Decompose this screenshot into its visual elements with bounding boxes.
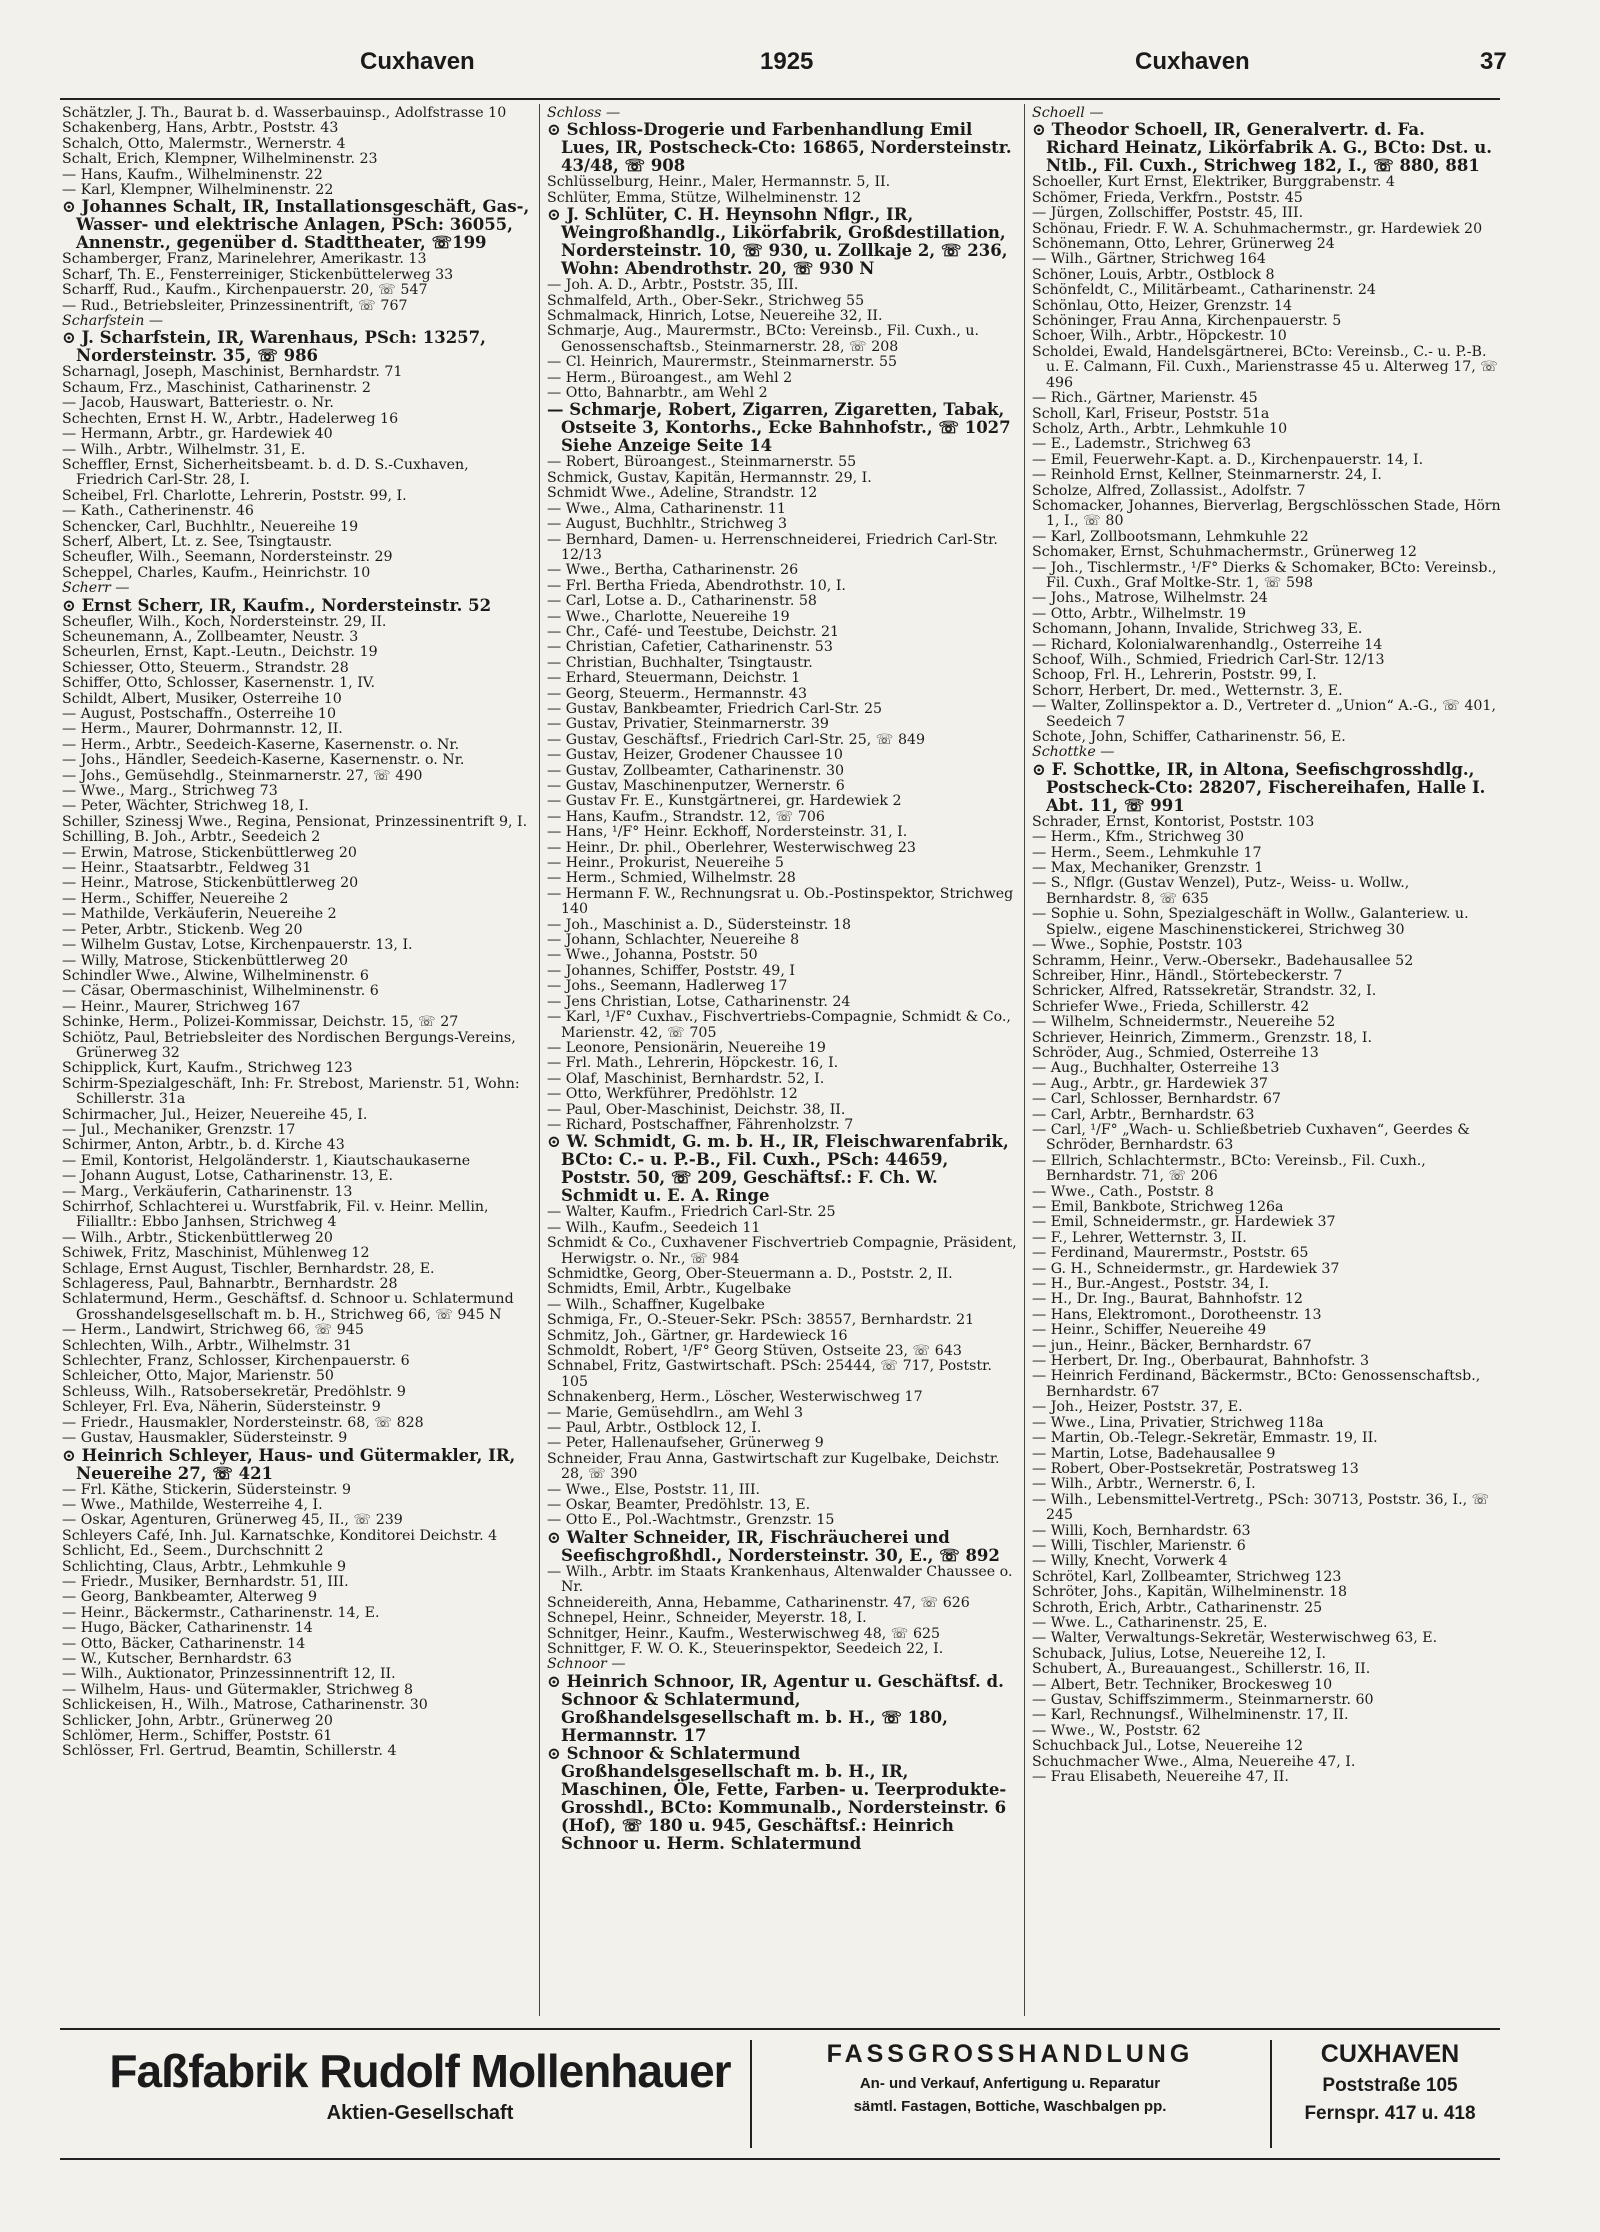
directory-entry: — Wwe., Lina, Privatier, Strichweg 118a (1032, 1414, 1324, 1431)
directory-entry: — Willi, Koch, Bernhardstr. 63 (1032, 1522, 1251, 1539)
ad-mollenhauer-subtitle: Aktien-Gesellschaft (326, 2102, 514, 2124)
directory-column-2 (547, 106, 1017, 2016)
header-city-left: Cuxhaven (360, 48, 475, 75)
directory-entry: — Gustav, Heizer, Grodener Chaussee 10 (547, 747, 843, 764)
directory-entry: Schlechten, Wilh., Arbtr., Wilhelmstr. 31 (62, 1337, 352, 1354)
directory-entry: — Emil, Bankbote, Strichweg 126a (1032, 1199, 1284, 1215)
directory-entry: — Johs., Händler, Seedeich-Kaserne, Kasernenstr. o. Nr. (62, 752, 465, 769)
directory-entry: Schleyers Café, Inh. Jul. Karnatschke, Konditorei Deichstr. 4 (62, 1527, 498, 1544)
directory-entry: — Hans, ¹/F° Heinr. Eckhoff, Nordersteinstr. 31, I. (547, 824, 908, 841)
directory-entry: Schrötel, Karl, Zollbeamter, Strichweg 123 (1032, 1568, 1342, 1585)
directory-entry: Schroth, Erich, Arbtr., Catharinenstr. 25 (1032, 1599, 1323, 1616)
directory-entry: — Rich., Gärtner, Marienstr. 45 (1032, 390, 1258, 407)
directory-entry: — Emil, Schneidermstr., gr. Hardewiek 37 (1032, 1214, 1336, 1231)
directory-entry: — Reinhold Ernst, Kellner, Steinmarnerstr. 24, I. (1032, 467, 1382, 484)
directory-entry: — Hans, Kaufm., Wilhelminenstr. 22 (62, 166, 323, 183)
directory-entry: — Albert, Betr. Techniker, Brockesweg 10 (1032, 1676, 1333, 1693)
directory-entry: Schmarje, Aug., Maurermstr., BCto: Vereinsb., Fil. Cuxh., u. Genossenschaftsb., Steinmarnerstr. 28, ☏ 208 (547, 323, 979, 355)
directory-entry: — Otto, Bahnarbtr., am Wehl 2 (547, 385, 768, 402)
page-header (60, 48, 1507, 88)
directory-entry: — Mathilde, Verkäuferin, Neuereihe 2 (62, 906, 337, 923)
directory-entry: Schlatermund, Herm., Geschäftsf. d. Schnoor u. Schlatermund Grosshandelsgesellschaft m. b. H., Strichweg 66, ☏ 945 N (62, 1291, 514, 1323)
directory-entry: — Wilh., Gärtner, Strichweg 164 (1032, 251, 1266, 268)
directory-entry: Schöner, Louis, Arbtr., Ostblock 8 (1032, 266, 1275, 283)
directory-entry: Schorr, Herbert, Dr. med., Wetternstr. 3, E. (1032, 682, 1343, 699)
directory-entry: Schleuss, Wilh., Ratsobersekretär, Predöhlstr. 9 (62, 1383, 406, 1400)
directory-entry: — Wwe., W., Poststr. 62 (1032, 1722, 1201, 1739)
directory-entry: Schalt, Erich, Klempner, Wilhelminenstr. 23 (62, 151, 378, 168)
directory-entry: — Carl, ¹/F° „Wach- u. Schließbetrieb Cuxhaven“, Geerdes & Schröder, Bernhardstr. 63 (1032, 1121, 1470, 1154)
directory-entry: — Heinr., Prokurist, Neuereihe 5 (547, 855, 784, 872)
directory-entry: — Erwin, Matrose, Stickenbüttlerweg 20 (62, 844, 357, 861)
directory-entry: — Martin, Ob.-Telegr.-Sekretär, Emmastr. 19, II. (1032, 1430, 1378, 1447)
directory-entry: Schirrhof, Schlachterei u. Wurstfabrik, Fil. v. Heinr. Mellin, Filialltr.: Ebbo Janhsen, Strichweg 4 (62, 1199, 489, 1231)
directory-entry: Schalch, Otto, Malermstr., Wernerstr. 4 (62, 135, 346, 152)
directory-entry: — Frl. Math., Lehrerin, Höpckestr. 16, I. (547, 1055, 839, 1072)
directory-entry: — Frl. Käthe, Stickerin, Südersteinstr. 9 (62, 1481, 351, 1498)
ad-fassgrosshandlung-line-2: sämtl. Fastagen, Bottiche, Waschbalgen pp. (853, 2098, 1167, 2115)
directory-entry: — Marie, Gemüsehdlrn., am Wehl 3 (547, 1404, 804, 1421)
directory-entry: Schreiber, Hinr., Händl., Störtebeckerstr. 7 (1032, 967, 1343, 984)
directory-entry: Schnakenberg, Herm., Löscher, Westerwischweg 17 (547, 1389, 923, 1406)
directory-entry: Schlömer, Herm., Schiffer, Poststr. 61 (62, 1728, 333, 1744)
directory-entry: — Jens Christian, Lotse, Catharinenstr. 24 (547, 993, 851, 1010)
directory-section-heading: Scharfstein — (62, 313, 164, 330)
directory-section-heading: Schnoor — (547, 1656, 626, 1673)
directory-entry: Scholl, Karl, Friseur, Poststr. 51a (1032, 405, 1270, 422)
directory-entry: — Karl, ¹/F° Cuxhav., Fischvertriebs-Compagnie, Schmidt & Co., Marienstr. 42, ☏ 705 (547, 1009, 1011, 1041)
directory-entry: — Oskar, Beamter, Predöhlstr. 13, E. (547, 1497, 811, 1514)
directory-entry: — Jürgen, Zollschiffer, Poststr. 45, III. (1032, 205, 1304, 222)
directory-entry: — Georg, Steuerm., Hermannstr. 43 (547, 685, 807, 702)
ad-divider (750, 2040, 752, 2148)
directory-entry: — Oskar, Agenturen, Grünerweg 45, II., ☏ 239 (62, 1512, 403, 1529)
directory-entry: — Gustav Fr. E., Kunstgärtnerei, gr. Hardewiek 2 (547, 793, 902, 810)
directory-entry: — Aug., Arbtr., gr. Hardewiek 37 (1032, 1075, 1268, 1092)
directory-entry: — Otto, Werkführer, Predöhlstr. 12 (547, 1086, 798, 1103)
directory-entry: Schönau, Friedr. F. W. A. Schuhmachermstr., gr. Hardewiek 20 (1032, 220, 1483, 237)
directory-entry: — Gustav, Bankbeamter, Friedrich Carl-Str. 25 (547, 700, 883, 717)
directory-entry: — Johann August, Lotse, Catharinenstr. 13, E. (62, 1168, 394, 1185)
directory-entry: — Paul, Ober-Maschinist, Deichstr. 38, II. (547, 1101, 846, 1118)
directory-entry: — G. H., Schneidermstr., gr. Hardewiek 37 (1032, 1260, 1340, 1277)
directory-entry: — August, Buchhltr., Strichweg 3 (547, 516, 788, 533)
ad-address (1280, 2040, 1500, 2125)
directory-ad-entry: ⊙ Schloss-Drogerie und Farbenhandlung Emil Lues, IR, Postscheck-Cto: 16865, Nordersteinstr. 43/48, ☏ 908 (547, 120, 1012, 176)
directory-entry: — Christian, Buchhalter, Tsingtaustr. (547, 654, 813, 671)
directory-entry: Schuchmacher Wwe., Alma, Neuereihe 47, I. (1032, 1753, 1356, 1770)
directory-entry: Schröter, Johs., Kapitän, Wilhelminenstr. 18 (1032, 1584, 1348, 1601)
directory-entry: — H., Dr. Ing., Baurat, Bahnhofstr. 12 (1032, 1291, 1303, 1308)
directory-entry: — Johannes, Schiffer, Poststr. 49, I (547, 962, 795, 979)
directory-column-3 (1032, 106, 1502, 2016)
directory-entry: — Frl. Bertha Frieda, Abendrothstr. 10, I. (547, 577, 846, 594)
directory-entry: — Herm., Kfm., Strichweg 30 (1032, 829, 1245, 846)
directory-entry: — Hermann F. W., Rechnungsrat u. Ob.-Postinspektor, Strichweg 140 (547, 885, 1014, 918)
directory-entry: — Peter, Hallenaufseher, Grünerweg 9 (547, 1435, 824, 1452)
directory-entry: Schoop, Frl. H., Lehrerin, Poststr. 99, I. (1032, 667, 1317, 684)
directory-entry: Schriever, Heinrich, Zimmerm., Grenzstr. 18, I. (1032, 1029, 1373, 1046)
directory-entry: — Rud., Betriebsleiter, Prinzessinentrift, ☏ 767 (62, 297, 408, 314)
directory-entry: — Frau Elisabeth, Neuereihe 47, II. (1032, 1769, 1289, 1786)
ad-fassgrosshandlung (760, 2040, 1260, 2115)
directory-entry: — Johs., Matrose, Wilhelmstr. 24 (1032, 590, 1268, 607)
directory-entry: — Wwe., Mathilde, Westerreihe 4, I. (62, 1496, 323, 1513)
directory-entry: — Gustav, Schiffszimmerm., Steinmarnerstr. 60 (1032, 1692, 1374, 1708)
directory-entry: — Johs., Gemüsehdlg., Steinmarnerstr. 27, ☏ 490 (62, 767, 423, 784)
directory-entry: Schmalmack, Hinrich, Lotse, Neuereihe 32, II. (547, 308, 883, 325)
directory-entry: — H., Bur.-Angest., Poststr. 34, I. (1032, 1276, 1269, 1293)
directory-entry: Scheppel, Charles, Kaufm., Heinrichstr. 10 (62, 564, 371, 581)
directory-entry: — Carl, Arbtr., Bernhardstr. 63 (1032, 1106, 1255, 1123)
directory-ad-entry: ⊙ J. Schlüter, C. H. Heynsohn Nflgr., IR, Weingroßhandlg., Likörfabrik, Großdestillation, Nordersteinstr. 10, ☏ 930, u. Zollkaje 2, ☏ 236, Wohn: Abendrothstr. 20, ☏ 930 N (547, 205, 1008, 279)
directory-entry: Schiller, Szinessj Wwe., Regina, Pensionat, Prinzessinentrift 9, I. (62, 813, 528, 830)
directory-entry: Scholdei, Ewald, Handelsgärtnerei, BCto: Vereinsb., C.- u. P.-B. u. E. Calmann, Fil. Cuxh., Marienstrasse 45 u. Alterweg 17, ☏ 496 (1032, 343, 1499, 391)
directory-entry: Scholz, Arth., Arbtr., Lehmkuhle 10 (1032, 420, 1288, 437)
directory-entry: — Wilh., Schaffner, Kugelbake (547, 1296, 765, 1313)
directory-entry: Schomaker, Ernst, Schuhmachermstr., Grünerweg 12 (1032, 544, 1417, 561)
directory-entry: Schlicker, John, Arbtr., Grünerweg 20 (62, 1712, 333, 1729)
directory-entry: Schlüsselburg, Heinr., Maler, Hermannstr. 5, II. (547, 174, 891, 191)
ad-mollenhauer-title: Faßfabrik Rudolf Mollenhauer (109, 2045, 731, 2097)
directory-entry: Schlösser, Frl. Gertrud, Beamtin, Schillerstr. 4 (62, 1743, 397, 1760)
directory-entry: — Gustav, Maschinenputzer, Wernerstr. 6 (547, 778, 845, 794)
directory-ad-entry: ⊙ J. Scharfstein, IR, Warenhaus, PSch: 13257, Nordersteinstr. 35, ☏ 986 (62, 328, 486, 366)
directory-entry: — Wwe., Marg., Strichweg 73 (62, 783, 278, 800)
directory-entry: — Olaf, Maschinist, Bernhardstr. 52, I. (547, 1070, 825, 1087)
directory-entry: — Willy, Knecht, Vorwerk 4 (1032, 1553, 1228, 1570)
directory-entry: — Leonore, Pensionärin, Neuereihe 19 (547, 1039, 826, 1056)
directory-entry: — Wilhelm Gustav, Lotse, Kirchenpauerstr. 13, I. (62, 937, 413, 954)
directory-entry: — Wilh., Arbtr., Wernerstr. 6, I. (1032, 1476, 1256, 1493)
directory-entry: Schlicht, Ed., Seem., Durchschnitt 2 (62, 1543, 324, 1560)
directory-entry: — Heinr., Dr. phil., Oberlehrer, Westerwischweg 23 (547, 839, 916, 856)
directory-entry: — Heinrich Ferdinand, Bäckermstr., BCto: Genossenschaftsb., Bernhardstr. 67 (1032, 1368, 1481, 1400)
directory-entry: — Joh., Heizer, Poststr. 37, E. (1032, 1399, 1243, 1416)
directory-entry: — Wwe. L., Catharinenstr. 25, E. (1032, 1614, 1268, 1631)
directory-entry: Schönfeldt, C., Militärbeamt., Catharinenstr. 24 (1032, 282, 1376, 299)
directory-entry: — Hermann, Arbtr., gr. Hardewiek 40 (62, 426, 333, 443)
header-rule (60, 98, 1500, 100)
directory-entry: Schnittger, F. W. O. K., Steuerinspektor, Seedeich 22, I. (547, 1640, 944, 1657)
directory-entry: — Gustav, Zollbeamter, Catharinenstr. 30 (547, 762, 845, 779)
directory-entry: — Peter, Arbtr., Stickenb. Weg 20 (62, 921, 303, 938)
directory-entry: Scholze, Alfred, Zollassist., Adolfstr. 7 (1032, 482, 1306, 499)
directory-entry: — Kath., Catherinenstr. 46 (62, 503, 254, 520)
advertisement-banner (60, 2028, 1500, 2160)
directory-entry: — Johs., Seemann, Hadlerweg 17 (547, 978, 788, 995)
directory-entry: — Wwe., Sophie, Poststr. 103 (1032, 937, 1243, 954)
directory-entry: Schömer, Frieda, Verkfrn., Poststr. 45 (1032, 189, 1303, 206)
directory-entry: — Wilhelm, Haus- und Gütermakler, Strichweg 8 (62, 1681, 414, 1698)
directory-entry: — Otto, Arbtr., Wilhelmstr. 19 (1032, 605, 1247, 622)
directory-entry: Schmoldt, Robert, ¹/F° Georg Stüven, Ostseite 23, ☏ 643 (547, 1343, 962, 1359)
directory-entry: — Wilh., Kaufm., Seedeich 11 (547, 1219, 761, 1236)
directory-entry: — Ellrich, Schlachtermstr., BCto: Vereinsb., Fil. Cuxh., Bernhardstr. 71, ☏ 206 (1032, 1152, 1426, 1185)
directory-entry: — Heinr., Staatsarbtr., Feldweg 31 (62, 860, 312, 877)
directory-entry: Schleicher, Otto, Major, Marienstr. 50 (62, 1368, 334, 1385)
directory-entry: Schirmer, Anton, Arbtr., b. d. Kirche 43 (62, 1137, 345, 1154)
directory-entry: — Robert, Ober-Postsekretär, Postratsweg 13 (1032, 1460, 1359, 1477)
directory-entry: — Herm., Schmied, Wilhelmstr. 28 (547, 870, 796, 887)
directory-entry: — Chr., Café- und Teestube, Deichstr. 21 (547, 623, 840, 640)
directory-entry: Schechten, Ernst H. W., Arbtr., Hadelerweg 16 (62, 410, 399, 427)
ad-address-city: CUXHAVEN (1320, 2040, 1460, 2068)
directory-entry: — Herm., Arbtr., Seedeich-Kaserne, Kasernenstr. o. Nr. (62, 736, 460, 753)
ad-address-phone: Fernspr. 417 u. 418 (1304, 2103, 1476, 2124)
directory-entry: — Sophie u. Sohn, Spezialgeschäft in Wollw., Galanteriew. u. Spielw., eigene Maschinenstickerei, Strichweg 30 (1032, 906, 1469, 938)
directory-entry: — jun., Heinr., Bäcker, Bernhardstr. 67 (1032, 1337, 1312, 1354)
directory-entry: — Wwe., Alma, Catharinenstr. 11 (547, 500, 786, 517)
ad-fassgrosshandlung-title: FASSGROSSHANDLUNG (826, 2040, 1194, 2068)
directory-entry: Scheibel, Frl. Charlotte, Lehrerin, Poststr. 99, I. (62, 487, 407, 504)
directory-entry: — Heinr., Matrose, Stickenbüttlerweg 20 (62, 875, 359, 892)
directory-entry: Schaum, Frz., Maschinist, Catharinenstr. 2 (62, 379, 371, 396)
directory-entry: — Hans, Elektromont., Dorotheenstr. 13 (1032, 1306, 1322, 1323)
directory-section-heading: Schoell — (1032, 106, 1104, 121)
directory-entry: — Willi, Tischler, Marienstr. 6 (1032, 1537, 1246, 1554)
directory-ad-entry: ⊙ Theodor Schoell, IR, Generalvertr. d. Fa. Richard Heinatz, Likörfabrik A. G., BCto: Dst. u. Ntlb., Fil. Cuxh., Strichweg 182, I., ☏ 880, 881 (1032, 120, 1492, 176)
directory-entry: — Max, Mechaniker, Grenzstr. 1 (1032, 860, 1264, 877)
directory-entry: Schirmacher, Jul., Heizer, Neuereihe 45, I. (62, 1106, 368, 1123)
directory-entry: — Richard, Kolonialwarenhandlg., Osterreihe 14 (1032, 636, 1383, 653)
directory-entry: Schote, John, Schiffer, Catharinenstr. 56, E. (1032, 729, 1346, 746)
directory-entry: Schoeller, Kurt Ernst, Elektriker, Burggrabenstr. 4 (1032, 174, 1395, 191)
directory-entry: — Otto, Bäcker, Catharinenstr. 14 (62, 1635, 306, 1652)
directory-entry: Schuback, Julius, Lotse, Neuereihe 12, I. (1032, 1645, 1327, 1662)
directory-entry: — Wilh., Arbtr., Wilhelmstr. 31, E. (62, 441, 306, 458)
directory-entry: — Bernhard, Damen- u. Herrenschneiderei, Friedrich Carl-Str. 12/13 (547, 531, 998, 563)
directory-entry: Scharnagl, Joseph, Maschinist, Bernhardstr. 71 (62, 364, 403, 381)
directory-entry: — Heinr., Schiffer, Neuereihe 49 (1032, 1322, 1267, 1339)
directory-entry: — Joh., Tischlermstr., ¹/F° Dierks & Schomaker, BCto: Vereinsb., Fil. Cuxh., Graf Moltke-Str. 1, ☏ 598 (1032, 559, 1497, 591)
directory-entry: Schiffer, Otto, Schlosser, Kasernenstr. 1, IV. (62, 675, 376, 692)
directory-entry: Schöninger, Frau Anna, Kirchenpauerstr. 5 (1032, 313, 1342, 330)
directory-entry: — Heinr., Maurer, Strichweg 167 (62, 998, 301, 1015)
page-number: 37 (1480, 48, 1507, 75)
directory-entry: Schakenberg, Hans, Arbtr., Poststr. 43 (62, 120, 339, 137)
directory-entry: Schrader, Ernst, Kontorist, Poststr. 103 (1032, 813, 1315, 830)
directory-entry: Schmidtke, Georg, Ober-Steuermann a. D., Poststr. 2, II. (547, 1265, 953, 1282)
directory-entry: — Carl, Schlosser, Bernhardstr. 67 (1032, 1091, 1281, 1108)
directory-ad-entry: ⊙ W. Schmidt, G. m. b. H., IR, Fleischwarenfabrik, BCto: C.- u. P.-B., Fil. Cuxh., PSch: 44659, Poststr. 50, ☏ 209, Geschäftsf.: F. Ch. W. Schmidt u. E. A. Ringe (547, 1132, 1009, 1206)
directory-entry: — Karl, Rechnungsf., Wilhelminenstr. 17, II. (1032, 1707, 1349, 1724)
ad-fassgrosshandlung-line-1: An- und Verkauf, Anfertigung u. Reparatur (859, 2075, 1161, 2092)
directory-entry: — Friedr., Musiker, Bernhardstr. 51, III. (62, 1573, 349, 1590)
directory-entry: — Herm., Seem., Lehmkuhle 17 (1032, 844, 1262, 861)
directory-ad-entry: ⊙ F. Schottke, IR, in Altona, Seefischgrosshdlg., Postscheck-Cto: 28207, Fischereihafen, Halle I. Abt. 11, ☏ 991 (1032, 759, 1486, 815)
directory-entry: — Gustav, Privatier, Steinmarnerstr. 39 (547, 716, 829, 733)
column-divider (539, 104, 540, 2016)
directory-entry: — Wilh., Lebensmittel-Vertretg., PSch: 30713, Poststr. 36, I., ☏ 245 (1032, 1491, 1490, 1524)
directory-entry: — S., Nflgr. (Gustav Wenzel), Putz-, Weiss- u. Wollw., Bernhardstr. 8, ☏ 635 (1032, 875, 1410, 907)
directory-entry: Schindler Wwe., Alwine, Wilhelminenstr. 6 (62, 967, 369, 984)
directory-section-heading: Schloss — (547, 106, 621, 121)
directory-entry: — Joh. A. D., Arbtr., Poststr. 35, III. (547, 277, 799, 294)
directory-entry: — Heinr., Bäckermstr., Catharinenstr. 14, E. (62, 1604, 380, 1621)
header-year: 1925 (760, 48, 814, 75)
directory-entry: — Friedr., Hausmakler, Nordersteinstr. 68, ☏ 828 (62, 1414, 424, 1431)
directory-entry: Schramm, Heinr., Verw.-Obersekr., Badehausallee 52 (1032, 952, 1414, 969)
directory-entry: — Wilh., Auktionator, Prinzessinnentrift 12, II. (62, 1666, 396, 1683)
directory-entry: Schubert, A., Bureauangest., Schillerstr. 16, II. (1032, 1661, 1371, 1678)
directory-entry: Schmidts, Emil, Arbtr., Kugelbake (547, 1281, 792, 1298)
directory-entry: — Wilhelm, Schneidermstr., Neuereihe 52 (1032, 1014, 1336, 1031)
directory-entry: Schönlau, Otto, Heizer, Grenzstr. 14 (1032, 297, 1293, 314)
directory-column-1 (62, 106, 532, 2016)
directory-entry: Schmitz, Joh., Gärtner, gr. Hardewieck 16 (547, 1327, 848, 1344)
directory-entry: Scherf, Albert, Lt. z. See, Tsingtaustr. (62, 533, 333, 550)
directory-entry: — Carl, Lotse a. D., Catharinenstr. 58 (547, 593, 817, 610)
directory-entry: Schleyer, Frl. Eva, Näherin, Südersteinstr. 9 (62, 1399, 381, 1416)
directory-entry: — Herm., Schiffer, Neuereihe 2 (62, 890, 289, 907)
directory-entry: — Cl. Heinrich, Maurermstr., Steinmarnerstr. 55 (547, 354, 898, 371)
directory-entry: — Wwe., Bertha, Catharinenstr. 26 (547, 562, 799, 579)
directory-entry: — Herbert, Dr. Ing., Oberbaurat, Bahnhofstr. 3 (1032, 1353, 1370, 1370)
directory-entry: Schätzler, J. Th., Baurat b. d. Wasserbauinsp., Adolfstrasse 10 (62, 106, 507, 121)
directory-ad-entry: ⊙ Heinrich Schleyer, Haus- und Gütermakler, IR, Neuereihe 27, ☏ 421 (62, 1445, 516, 1483)
directory-entry: Schlichting, Claus, Arbtr., Lehmkuhle 9 (62, 1558, 347, 1575)
directory-entry: Scharff, Rud., Kaufm., Kirchenpauerstr. 20, ☏ 547 (62, 282, 428, 299)
directory-entry: Schinke, Herm., Polizei-Kommissar, Deichstr. 15, ☏ 27 (62, 1014, 459, 1031)
directory-entry: Schipplick, Kurt, Kaufm., Strichweg 123 (62, 1060, 353, 1077)
directory-entry: — Jacob, Hauswart, Batteriestr. o. Nr. (62, 395, 334, 412)
directory-entry: Schomann, Johann, Invalide, Strichweg 33, E. (1032, 621, 1363, 638)
directory-entry: Scheufler, Wilh., Koch, Nordersteinstr. 29, II. (62, 613, 387, 630)
header-city-right: Cuxhaven (1135, 48, 1250, 75)
directory-entry: — Wilh., Arbtr., Stickenbüttlerweg 20 (62, 1229, 333, 1246)
directory-entry: — Wwe., Johanna, Poststr. 50 (547, 947, 758, 964)
directory-entry: — W., Kutscher, Bernhardstr. 63 (62, 1650, 292, 1667)
directory-entry: — Herm., Büroangest., am Wehl 2 (547, 369, 793, 386)
directory-entry: — Robert, Büroangest., Steinmarnerstr. 55 (547, 454, 857, 471)
directory-entry: Schmidt Wwe., Adeline, Strandstr. 12 (547, 485, 818, 502)
directory-entry: Schlageress, Paul, Bahnarbtr., Bernhardstr. 28 (62, 1276, 398, 1293)
directory-entry: Scheffler, Ernst, Sicherheitsbeamt. b. d. D. S.-Cuxhaven, Friedrich Carl-Str. 28, I. (62, 456, 469, 489)
directory-entry: Schlickeisen, H., Wilh., Matrose, Catharinenstr. 30 (62, 1697, 428, 1714)
directory-entry: — Wwe., Cath., Poststr. 8 (1032, 1183, 1214, 1200)
ad-address-street: Poststraße 105 (1322, 2075, 1458, 2096)
directory-entry: — Ferdinand, Maurermstr., Poststr. 65 (1032, 1245, 1309, 1262)
directory-entry: — Erhard, Steuermann, Deichstr. 1 (547, 670, 801, 687)
directory-entry: Schlechter, Franz, Schlosser, Kirchenpauerstr. 6 (62, 1353, 410, 1370)
directory-entry: — Hugo, Bäcker, Catharinenstr. 14 (62, 1620, 313, 1637)
directory-section-heading: Schottke — (1032, 744, 1115, 761)
directory-entry: — Georg, Bankbeamter, Alterweg 9 (62, 1589, 318, 1606)
directory-entry: — Marg., Verkäuferin, Catharinenstr. 13 (62, 1183, 353, 1200)
directory-entry: — F., Lehrer, Wetternstr. 3, II. (1032, 1229, 1247, 1246)
directory-entry: — August, Postschaffn., Osterreihe 10 (62, 706, 336, 722)
directory-ad-entry: ⊙ Walter Schneider, IR, Fischräucherei und Seefischgroßhdl., Nordersteinstr. 30, E., ☏ 892 (547, 1527, 1000, 1565)
directory-ad-entry: ⊙ Johannes Schalt, IR, Installationsgeschäft, Gas-, Wasser- und elektrische Anlagen, PSch: 36055, Annenstr., gegenüber d. Stadttheater, ☏199 (62, 197, 530, 253)
directory-entry: — Gustav, Geschäftsf., Friedrich Carl-Str. 25, ☏ 849 (547, 731, 926, 748)
ad-divider (1270, 2040, 1272, 2148)
directory-entry: Schomacker, Johannes, Bierverlag, Bergschlösschen Stade, Hörn 1, I., ☏ 80 (1032, 497, 1501, 530)
directory-entry: Schneidereith, Anna, Hebamme, Catharinenstr. 47, ☏ 626 (547, 1594, 970, 1611)
ad-mollenhauer (100, 2044, 740, 2125)
directory-entry: Schmalfeld, Arth., Ober-Sekr., Strichweg 55 (547, 292, 865, 309)
directory-entry: Schlüter, Emma, Stütze, Wilhelminenstr. 12 (547, 189, 862, 206)
directory-entry: Schiötz, Paul, Betriebsleiter des Nordischen Bergungs-Vereins, Grünerweg 32 (62, 1029, 516, 1061)
directory-entry: Scheufler, Wilh., Seemann, Nordersteinstr. 29 (62, 549, 393, 566)
directory-entry: — Emil, Feuerwehr-Kapt. a. D., Kirchenpauerstr. 14, I. (1032, 451, 1424, 468)
directory-entry: Schilling, B. Joh., Arbtr., Seedeich 2 (62, 829, 321, 846)
directory-entry: Schoer, Wilh., Arbtr., Höpckestr. 10 (1032, 328, 1287, 345)
directory-ad-entry: ⊙ Heinrich Schnoor, IR, Agentur u. Geschäftsf. d. Schnoor & Schlatermund, Großhandelsgesellschaft m. b. H., ☏ 180, Hermannstr. 17 (547, 1671, 1004, 1745)
directory-entry: Schmidt & Co., Cuxhavener Fischvertrieb Compagnie, Präsident, Herwigstr. o. Nr., ☏ 984 (547, 1235, 1017, 1267)
directory-entry: Schirm-Spezialgeschäft, Inh: Fr. Strebost, Marienstr. 51, Wohn: Schillerstr. 31a (62, 1075, 520, 1108)
directory-entry: — Karl, Klempner, Wilhelminenstr. 22 (62, 182, 334, 199)
directory-entry: Schnabel, Fritz, Gastwirtschaft. PSch: 25444, ☏ 717, Poststr. 105 (547, 1358, 992, 1390)
directory-entry: — Walter, Verwaltungs-Sekretär, Westerwischweg 63, E. (1032, 1630, 1438, 1647)
directory-entry: — Hans, Kaufm., Strandstr. 12, ☏ 706 (547, 808, 825, 825)
directory-entry: — Wwe., Else, Poststr. 11, III. (547, 1481, 761, 1498)
directory-entry: Schnepel, Heinr., Schneider, Meyerstr. 18, I. (547, 1610, 867, 1627)
directory-entry: — Peter, Wächter, Strichweg 18, I. (62, 798, 309, 815)
directory-entry: — Richard, Postschaffner, Fährenholzstr. 7 (547, 1116, 854, 1133)
directory-entry: — Herm., Landwirt, Strichweg 66, ☏ 945 (62, 1322, 364, 1339)
directory-entry: Scheurlen, Ernst, Kapt.-Leutn., Deichstr. 19 (62, 644, 378, 661)
directory-entry: Schönemann, Otto, Lehrer, Grünerweg 24 (1032, 236, 1335, 253)
directory-entry: Scharf, Th. E., Fensterreiniger, Stickenbüttelerweg 33 (62, 266, 454, 283)
directory-entry: — Karl, Zollbootsmann, Lehmkuhle 22 (1032, 528, 1309, 545)
directory-ad-entry: ⊙ Schnoor & Schlatermund Großhandelsgesellschaft m. b. H., IR, Maschinen, Öle, Fette, Farben- u. Teerprodukte-Grosshdl., BCto: Kommunalb., Nordersteinstr. 6 (Hof), ☏ 180 u. 945, Geschäftsf.: Heinrich Schnoor u. Herm. Schlatermund (547, 1743, 1007, 1853)
directory-ad-entry: ⊙ Ernst Scherr, IR, Kaufm., Nordersteinstr. 52 (62, 595, 492, 615)
directory-entry: — Jul., Mechaniker, Grenzstr. 17 (62, 1121, 296, 1138)
directory-entry: Schencker, Carl, Buchhltr., Neuereihe 19 (62, 518, 359, 535)
directory-entry: Schnitger, Heinr., Kaufm., Westerwischweg 48, ☏ 625 (547, 1625, 941, 1642)
directory-entry: — Paul, Arbtr., Ostblock 12, I. (547, 1420, 762, 1437)
directory-entry: Schmiga, Fr., O.-Steuer-Sekr. PSch: 38557, Bernhardstr. 21 (547, 1312, 975, 1329)
directory-entry: Schildt, Albert, Musiker, Osterreihe 10 (62, 690, 342, 707)
directory-entry: Schmick, Gustav, Kapitän, Hermannstr. 29, I. (547, 469, 872, 486)
directory-entry: Scheunemann, A., Zollbeamter, Neustr. 3 (62, 628, 359, 645)
directory-entry: Schamberger, Franz, Marinelehrer, Amerikastr. 13 (62, 251, 427, 268)
directory-entry: Schricker, Alfred, Ratssekretär, Strandstr. 32, I. (1032, 983, 1377, 1000)
directory-entry: — Walter, Kaufm., Friedrich Carl-Str. 25 (547, 1204, 836, 1221)
directory-entry: — Joh., Maschinist a. D., Südersteinstr. 18 (547, 916, 851, 933)
directory-entry: Schröder, Aug., Schmied, Osterreihe 13 (1032, 1044, 1319, 1061)
directory-entry: — Wwe., Charlotte, Neuereihe 19 (547, 608, 790, 625)
directory-entry: Schiwek, Fritz, Maschinist, Mühlenweg 12 (62, 1245, 370, 1262)
directory-entry: Schiesser, Otto, Steuerm., Strandstr. 28 (62, 659, 349, 676)
directory-entry: Schlage, Ernst August, Tischler, Bernhardstr. 28, E. (62, 1260, 435, 1277)
directory-entry: — Gustav, Hausmakler, Südersteinstr. 9 (62, 1430, 348, 1447)
directory-entry: — Cäsar, Obermaschinist, Wilhelminenstr. 6 (62, 983, 379, 1000)
directory-entry: — Christian, Cafetier, Catharinenstr. 53 (547, 639, 833, 656)
directory-entry: — Aug., Buchhalter, Osterreihe 13 (1032, 1060, 1280, 1077)
directory-entry: Schoof, Wilh., Schmied, Friedrich Carl-Str. 12/13 (1032, 652, 1385, 668)
directory-entry: — Johann, Schlachter, Neuereihe 8 (547, 932, 800, 949)
directory-entry: — Herm., Maurer, Dohrmannstr. 12, II. (62, 721, 343, 738)
directory-entry: — Martin, Lotse, Badehausallee 9 (1032, 1445, 1276, 1462)
directory-entry: — E., Lademstr., Strichweg 63 (1032, 436, 1252, 453)
directory-entry: — Wilh., Arbtr. im Staats Krankenhaus, Altenwalder Chaussee o. Nr. (547, 1563, 1013, 1596)
directory-entry: Schneider, Frau Anna, Gastwirtschaft zur Kugelbake, Deichstr. 28, ☏ 390 (547, 1450, 1000, 1483)
directory-entry: Schuchback Jul., Lotse, Neuereihe 12 (1032, 1738, 1304, 1755)
directory-ad-entry: — Schmarje, Robert, Zigarren, Zigaretten, Tabak, Ostseite 3, Kontorhs., Ecke Bahnhofstr., ☏ 1027 Siehe Anzeige Seite 14 (547, 400, 1011, 456)
directory-entry: — Willy, Matrose, Stickenbüttlerweg 20 (62, 952, 349, 969)
directory-entry: Schriefer Wwe., Frieda, Schillerstr. 42 (1032, 998, 1310, 1015)
directory-entry: — Emil, Kontorist, Helgoländerstr. 1, Kiautschaukaserne (62, 1152, 471, 1169)
directory-entry: — Walter, Zollinspektor a. D., Vertreter d. „Union“ A.-G., ☏ 401, Seedeich 7 (1032, 698, 1496, 730)
directory-section-heading: Scherr — (62, 580, 130, 597)
column-divider (1024, 104, 1025, 2016)
directory-entry: — Otto E., Pol.-Wachtmstr., Grenzstr. 15 (547, 1512, 835, 1529)
